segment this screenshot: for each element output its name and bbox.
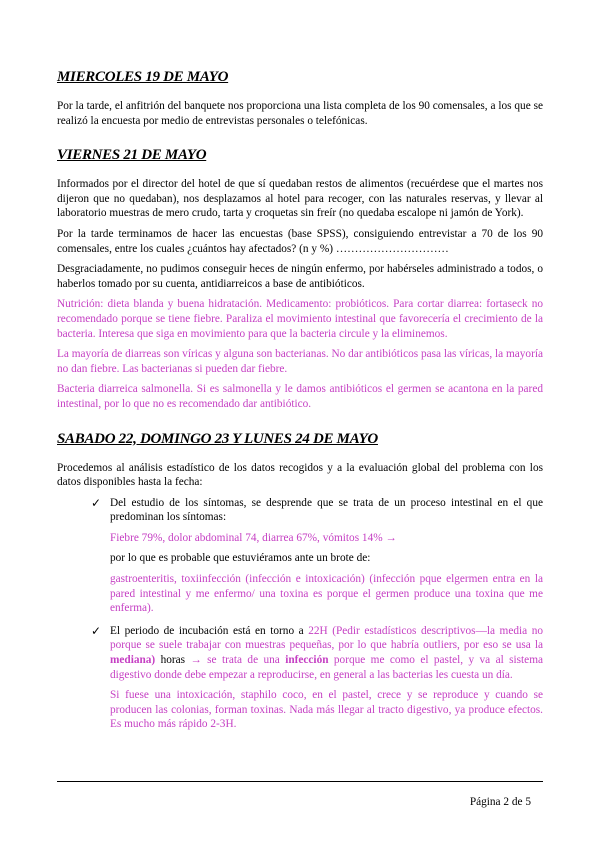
note-paragraph: gastroenteritis, toxiinfección (infección e intoxicación) (infección pque elgermen entra en la pared intestinal y me enfermo/ una toxina es porque el germen produce una toxina que me enferma). (110, 573, 543, 615)
paragraph: Por la tarde, el anfitrión del banquete nos proporciona una lista completa de los 90 comensales, a los que se realizó la encuesta por medio de entrevistas personales o telefónicas. (57, 100, 543, 127)
document-page (57, 68, 543, 732)
note-run: → se trata de una (190, 654, 286, 667)
checkmark-icon: ✓ (91, 495, 102, 510)
checklist (57, 496, 543, 732)
note-paragraph: La mayoría de diarreas son víricas y alguna son bacterianas. No dar antibióticos pasa las víricas, la mayoría no dan fiebre. Las bacterianas si pueden dar fiebre. (57, 348, 543, 375)
note-paragraph: Si fuese una intoxicación, staphilo coco, en el pastel, crece y se reproduce y cuando se producen las colonias, forman toxinas. Nada más llegar al tracto digestivo, ya produce efectos. Es mucho más rápido 2-3H. (110, 689, 543, 731)
list-item (57, 624, 543, 682)
text-run: El periodo de incubación está en torno a (110, 624, 309, 637)
note-paragraph: Fiebre 79%, dolor abdominal 74, diarrea 67%, vómitos 14% → (110, 531, 397, 544)
bold-note-run: infección (285, 654, 329, 667)
note-paragraph: Bacteria diarreica salmonella. Si es salmonella y le damos antibióticos el germen se acantona en la pared intestinal, por lo que no es recomendado dar antibiótico. (57, 383, 543, 410)
footer-divider (57, 781, 543, 782)
paragraph: Desgraciadamente, no pudimos conseguir heces de ningún enfermo, por habérseles administrado a todos, o haberlos tomado por su cuenta, antidiarreicos a base de antibióticos. (57, 263, 543, 290)
section-heading-miercoles: MIERCOLES 19 DE MAYO (57, 69, 229, 85)
paragraph: Procedemos al análisis estadístico de los datos recogidos y a la evaluación global del problema con los datos disponibles hasta la fecha: (57, 461, 543, 489)
page-number: Página 2 de 5 (469, 796, 531, 808)
paragraph: Por la tarde terminamos de hacer las encuestas (base SPSS), consiguiendo entrevistar a 70 de los 90 comensales, entre los cuales ¿cuántos hay afectados? (n y %) ………………………… (57, 227, 543, 255)
note-run: porque me como el pastel, y va al sistema digestivo donde debe empezar a reproducirse, en general a las bacterias les cuesta un día. (110, 654, 543, 681)
paragraph: por lo que es probable que estuviéramos ante un brote de: (110, 552, 371, 565)
section-heading-sabado: SABADO 22, DOMINGO 23 Y LUNES 24 DE MAYO (57, 430, 378, 447)
list-item-text (110, 624, 543, 682)
note-paragraph: Nutrición: dieta blanda y buena hidratación. Medicamento: probióticos. Para cortar diarrea: fortaseck no recomendado porque se tiene fiebre. Paraliza el movimiento intestinal que favorecería el crecimiento de la bacteria. Interesa que siga en movimiento para que la bacteria circule y la eliminemos. (57, 298, 543, 340)
checkmark-icon: ✓ (91, 623, 102, 638)
text-run: horas (155, 654, 191, 667)
section-heading-viernes: VIERNES 21 DE MAYO (57, 147, 207, 164)
note-run: 22H (Pedir estadísticos descriptivos—la media no porque se suele trabajar con muestras pequeñas, por lo que habría outliers, por eso se usa la (110, 624, 543, 652)
list-item (57, 496, 543, 525)
bold-note-run: mediana) (110, 654, 156, 667)
paragraph: Informados por el director del hotel de que sí quedaban restos de alimentos (recuérdese que el martes nos dijeron que no quedaban), nos desplazamos al hotel para recoger, con las naturales reservas, y llevar al laboratorio muestras de mero crudo, tarta y croquetas sin freír (no quedaba escalope ni jamón de York). (57, 178, 543, 220)
list-item-text: Del estudio de los síntomas, se desprende que se trata de un proceso intestinal en el que predominan los síntomas: (110, 496, 543, 524)
